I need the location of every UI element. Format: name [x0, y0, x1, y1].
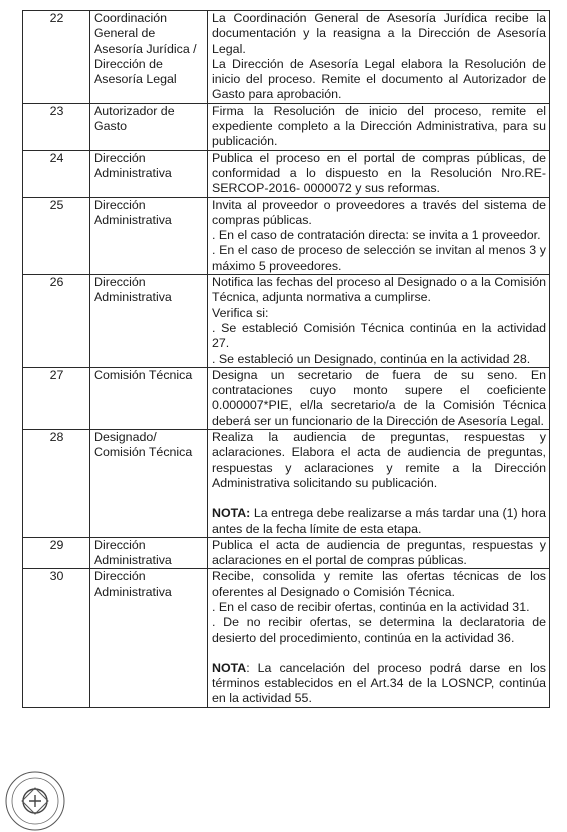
paragraph-text: . Se estableció Comisión Técnica continúa en la actividad 27.	[212, 320, 546, 351]
activity-paragraph	[212, 228, 546, 243]
paragraph-text: . En el caso de recibir ofertas, continúa en la actividad 31.	[212, 599, 530, 614]
paragraph-text: Realiza la audiencia de preguntas, respuestas y aclaraciones. Elabora el acta de audiencia de preguntas, respuestas y aclaraciones y remite a la Dirección Administrativa solicitando su publicación.	[212, 430, 546, 490]
activity-paragraph	[212, 306, 546, 321]
paragraph-text: . Se estableció un Designado, continúa en la actividad 28.	[212, 351, 531, 366]
paragraph-text: La Dirección de Asesoría Legal elabora la Resolución de inicio del proceso. Remite el documento al Autorizador de Gasto para aprobación.	[212, 56, 546, 102]
activity-note	[212, 661, 546, 707]
activity-responsible: Coordinación General de Asesoría Jurídica / Dirección de Asesoría Legal	[90, 11, 208, 104]
table-row	[23, 197, 550, 274]
paragraph-text: : La cancelación del proceso podrá darse en los términos establecidos en el Art.34 de la LOSNCP, continúa en la actividad 55.	[212, 660, 546, 706]
activity-description	[208, 537, 550, 569]
activity-number: 25	[23, 197, 90, 274]
activity-paragraph	[212, 198, 546, 229]
activity-responsible: Dirección Administrativa	[90, 275, 208, 368]
activity-responsible: Dirección Administrativa	[90, 569, 208, 707]
paragraph-text: Publica el proceso en el portal de compras públicas, de conformidad a lo dispuesto en la Resolución Nro.RE-SERCOP-2016- 0000072 y sus reformas.	[212, 150, 546, 196]
activity-number: 22	[23, 11, 90, 104]
activity-paragraph	[212, 430, 546, 491]
activity-paragraph	[212, 104, 546, 150]
activity-responsible: Dirección Administrativa	[90, 150, 208, 197]
activity-number: 24	[23, 150, 90, 197]
activity-paragraph	[212, 368, 546, 429]
activity-description	[208, 275, 550, 368]
table-row	[23, 275, 550, 368]
activity-number: 30	[23, 569, 90, 707]
paragraph-spacer	[212, 491, 546, 506]
activity-paragraph	[212, 615, 546, 646]
table-row	[23, 430, 550, 538]
table-row	[23, 103, 550, 150]
paragraph-text: La entrega debe realizarse a más tardar una (1) hora antes de la fecha límite de esta etapa.	[212, 506, 546, 536]
paragraph-text: Firma la Resolución de inicio del proceso, remite el expediente completo a la Dirección Administrativa, para su publicación.	[212, 103, 546, 149]
paragraph-text: Verifica si:	[212, 305, 269, 320]
activity-responsible: Dirección Administrativa	[90, 197, 208, 274]
paragraph-text: Publica el acta de audiencia de preguntas, respuestas y aclaraciones en el portal de compras públicas.	[212, 537, 546, 568]
activity-description	[208, 569, 550, 707]
activity-description	[208, 197, 550, 274]
activity-number: 28	[23, 430, 90, 538]
activity-responsible: Dirección Administrativa	[90, 537, 208, 569]
table-row	[23, 569, 550, 707]
paragraph-text: Recibe, consolida y remite las ofertas técnicas de los oferentes al Designado o Comisión Técnica.	[212, 569, 546, 599]
activity-paragraph	[212, 600, 546, 615]
activity-description	[208, 150, 550, 197]
activity-paragraph	[212, 569, 546, 600]
paragraph-text: La Coordinación General de Asesoría Jurídica recibe la documentación y la reasigna a la Dirección de Asesoría Legal.	[212, 11, 546, 56]
table-row	[23, 150, 550, 197]
activities-table	[22, 10, 550, 708]
activity-responsible: Autorizador de Gasto	[90, 103, 208, 150]
activities-table-body	[23, 11, 550, 708]
note-label: NOTA:	[212, 506, 251, 521]
paragraph-text: . En el caso de proceso de selección se invitan al menos 3 y máximo 5 proveedores.	[212, 243, 546, 273]
activity-paragraph	[212, 275, 546, 306]
activity-description	[208, 11, 550, 104]
paragraph-text: . En el caso de contratación directa: se invita a 1 proveedor.	[212, 228, 541, 243]
paragraph-text: Designa un secretario de fuera de su seno. En contrataciones cuyo monto supere el coeficiente 0.000007*PIE, el/la secretario/a de la Comisión Técnica deberá ser un funcionario de la Dirección de Asesoría Legal.	[212, 367, 546, 428]
activity-description	[208, 103, 550, 150]
activity-number: 27	[23, 367, 90, 429]
paragraph-spacer	[212, 646, 546, 661]
activity-number: 29	[23, 537, 90, 569]
activity-paragraph	[212, 151, 546, 197]
activity-description	[208, 367, 550, 429]
activity-responsible: Designado/ Comisión Técnica	[90, 430, 208, 538]
table-row	[23, 367, 550, 429]
activity-paragraph	[212, 11, 546, 57]
activity-description	[208, 430, 550, 538]
activity-number: 26	[23, 275, 90, 368]
activity-paragraph	[212, 321, 546, 352]
table-row	[23, 11, 550, 104]
activity-paragraph	[212, 57, 546, 103]
paragraph-text: . De no recibir ofertas, se determina la declaratoria de desierto del procedimiento, continúa en la actividad 36.	[212, 615, 546, 645]
note-label: NOTA	[212, 660, 247, 675]
activity-paragraph	[212, 538, 546, 569]
activity-note	[212, 506, 546, 537]
paragraph-text: Invita al proveedor o proveedores a través del sistema de compras públicas.	[212, 197, 546, 227]
activity-number: 23	[23, 103, 90, 150]
activity-paragraph	[212, 243, 546, 274]
activity-paragraph	[212, 352, 546, 367]
table-row	[23, 537, 550, 569]
paragraph-text: Notifica las fechas del proceso al Designado o a la Comisión Técnica, adjunta normativa a cumplirse.	[212, 275, 546, 305]
activity-responsible: Comisión Técnica	[90, 367, 208, 429]
